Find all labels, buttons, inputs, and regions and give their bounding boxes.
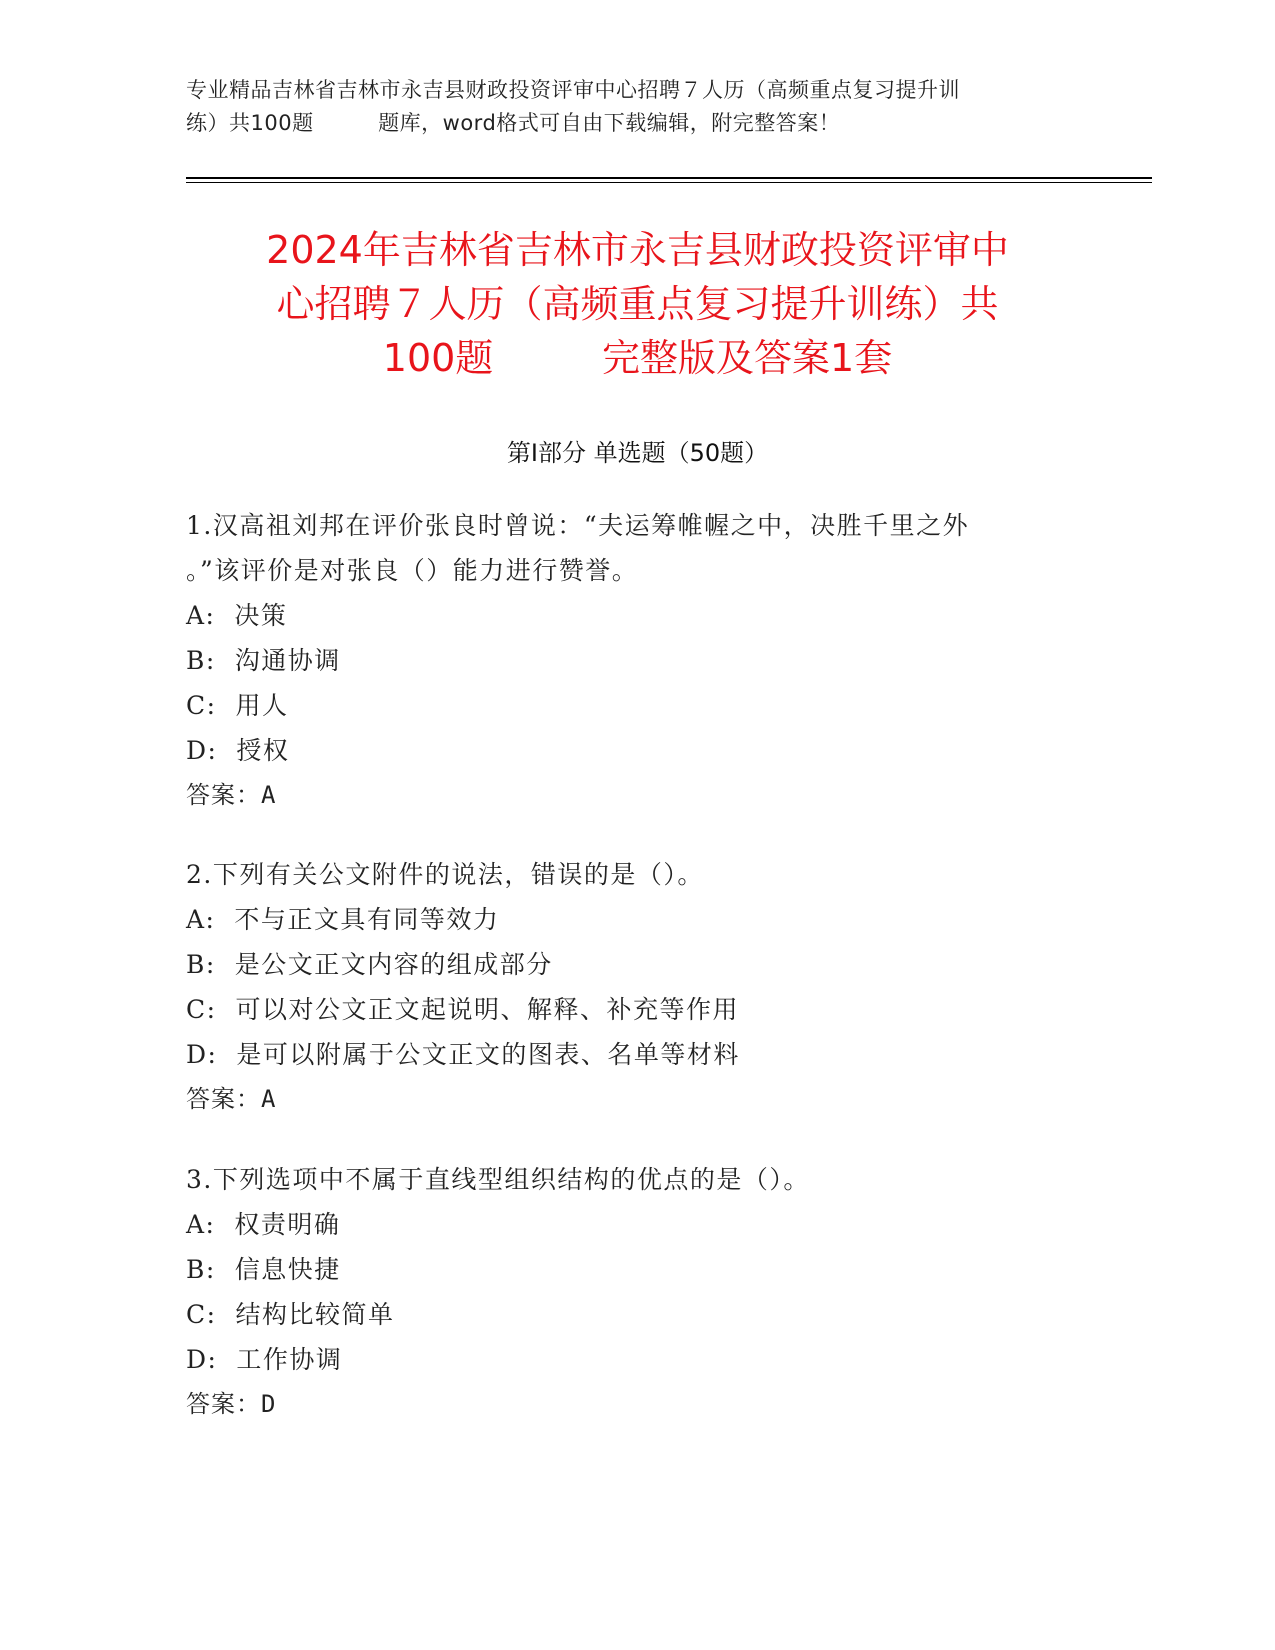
header-note xyxy=(186,74,1086,140)
document-title xyxy=(150,223,1125,385)
question-3 xyxy=(186,1157,1086,1427)
section-title: 第Ⅰ部分 单选题（50题） xyxy=(506,439,769,467)
option-c: C: 结构比较简单 xyxy=(186,1300,395,1329)
option-c: C: 可以对公文正文起说明、解释、补充等作用 xyxy=(186,995,739,1024)
question-stem-line-1: 2.下列有关公文附件的说法，错误的是（）。 xyxy=(186,860,704,889)
answer-value: A xyxy=(261,781,277,809)
answer-label: 答案： xyxy=(186,1390,261,1418)
header-note-line-1: 专业精品吉林省吉林市永吉县财政投资评审中心招聘７人历（高频重点复习提升训 xyxy=(186,78,960,102)
header-note-line-2: 练）共100题 题库，word格式可自由下载编辑，附完整答案！ xyxy=(186,111,841,135)
option-b: B: 信息快捷 xyxy=(186,1255,341,1284)
header-divider-thick xyxy=(186,177,1152,179)
question-2 xyxy=(186,852,1086,1122)
option-b: B: 是公文正文内容的组成部分 xyxy=(186,950,553,979)
answer-value: D xyxy=(261,1390,277,1418)
answer xyxy=(186,773,1086,818)
answer xyxy=(186,1382,1086,1427)
question-stem xyxy=(186,1157,1086,1202)
question-1 xyxy=(186,503,1086,818)
option-d: D: 是可以附属于公文正文的图表、名单等材料 xyxy=(186,1040,740,1069)
option-a: A: 不与正文具有同等效力 xyxy=(186,905,500,934)
question-stem-line-2: 。”该评价是对张良（）能力进行赞誉。 xyxy=(186,556,639,585)
question-stem-line-1: 3.下列选项中不属于直线型组织结构的优点的是（）。 xyxy=(186,1165,810,1194)
question-stem-line-1: 1.汉高祖刘邦在评价张良时曾说：“夫运筹帷幄之中，决胜千里之外 xyxy=(186,511,970,540)
answer-label: 答案： xyxy=(186,1085,261,1113)
option-a: A: 权责明确 xyxy=(186,1210,341,1239)
document-title-line-3: 100题 完整版及答案1套 xyxy=(382,336,893,380)
option-a: A: 决策 xyxy=(186,601,288,630)
option-d: D: 授权 xyxy=(186,736,290,765)
option-b: B: 沟通协调 xyxy=(186,646,341,675)
answer-value: A xyxy=(261,1085,277,1113)
option-c: C: 用人 xyxy=(186,691,289,720)
question-stem xyxy=(186,852,1086,897)
option-d: D: 工作协调 xyxy=(186,1345,343,1374)
question-stem xyxy=(186,503,1086,593)
answer xyxy=(186,1077,1086,1122)
header-divider-thin xyxy=(186,182,1152,183)
document-title-line-1: 2024年吉林省吉林市永吉县财政投资评审中 xyxy=(266,228,1009,272)
answer-label: 答案： xyxy=(186,781,261,809)
document-title-line-2: 心招聘７人历（高频重点复习提升训练）共 xyxy=(276,282,999,326)
